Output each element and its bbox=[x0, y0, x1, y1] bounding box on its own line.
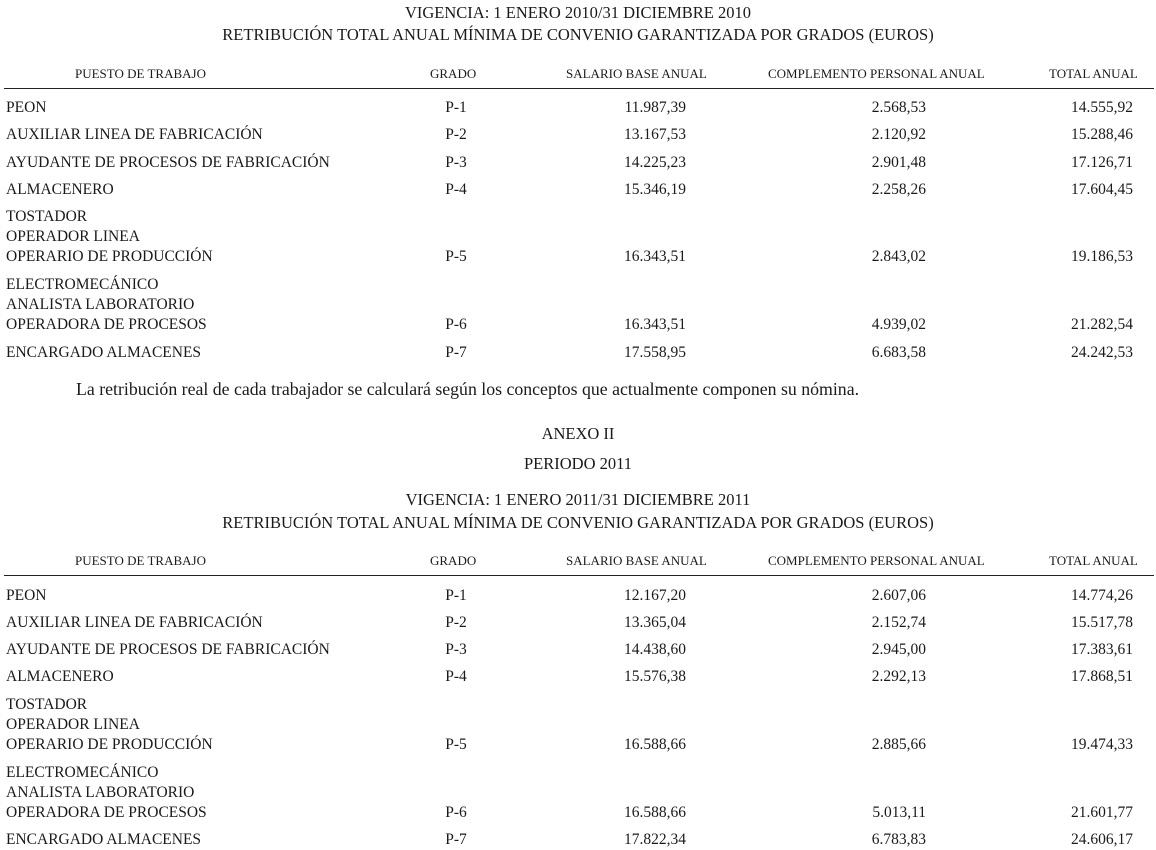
header-puesto: PUESTO DE TRABAJO bbox=[75, 66, 206, 81]
cell-comp: 2.885,66 bbox=[871, 736, 926, 753]
cell-puesto: ELECTROMECÁNICO ANALISTA LABORATORIO OPERADORA DE PROCESOS bbox=[6, 276, 207, 333]
table-title-2011: RETRIBUCIÓN TOTAL ANUAL MÍNIMA DE CONVENIO GARANTIZADA POR GRADOS (EUROS) bbox=[222, 513, 934, 532]
cell-puesto: AUXILIAR LINEA DE FABRICACIÓN bbox=[6, 126, 263, 143]
cell-total: 17.604,45 bbox=[1071, 181, 1133, 198]
cell-puesto: TOSTADOR OPERADOR LINEA OPERARIO DE PRODUCCIÓN bbox=[6, 208, 213, 265]
header-grado: GRADO bbox=[430, 66, 477, 81]
cell-grado: P-2 bbox=[445, 614, 467, 631]
cell-comp: 2.901,48 bbox=[871, 154, 926, 171]
cell-puesto: ALMACENERO bbox=[6, 668, 114, 685]
vigencia-2011: VIGENCIA: 1 ENERO 2011/31 DICIEMBRE 2011 bbox=[405, 490, 751, 509]
cell-grado: P-4 bbox=[445, 181, 467, 198]
header-base: SALARIO BASE ANUAL bbox=[566, 553, 707, 568]
cell-comp: 2.945,00 bbox=[871, 641, 926, 658]
cell-grado: P-7 bbox=[445, 344, 467, 361]
cell-total: 24.606,17 bbox=[1071, 831, 1133, 848]
cell-grado: P-6 bbox=[445, 316, 467, 333]
cell-comp: 6.783,83 bbox=[871, 831, 926, 848]
header-rule-2010 bbox=[4, 88, 1154, 89]
cell-base: 15.346,19 bbox=[624, 181, 686, 198]
cell-puesto: PEON bbox=[6, 587, 47, 604]
table-title-2010: RETRIBUCIÓN TOTAL ANUAL MÍNIMA DE CONVENIO GARANTIZADA POR GRADOS (EUROS) bbox=[222, 25, 934, 44]
table-header-2010 bbox=[0, 66, 1156, 86]
cell-total: 21.282,54 bbox=[1071, 316, 1133, 333]
cell-comp: 4.939,02 bbox=[871, 316, 926, 333]
header-puesto: PUESTO DE TRABAJO bbox=[75, 553, 206, 568]
cell-puesto: ALMACENERO bbox=[6, 181, 114, 198]
header-comp: COMPLEMENTO PERSONAL ANUAL bbox=[768, 553, 985, 568]
cell-base: 13.167,53 bbox=[624, 126, 686, 143]
cell-puesto: ELECTROMECÁNICO ANALISTA LABORATORIO OPERADORA DE PROCESOS bbox=[6, 764, 207, 821]
cell-comp: 2.843,02 bbox=[871, 248, 926, 265]
cell-total: 17.126,71 bbox=[1071, 154, 1133, 171]
cell-grado: P-4 bbox=[445, 668, 467, 685]
cell-total: 17.383,61 bbox=[1071, 641, 1133, 658]
cell-comp: 2.292,13 bbox=[871, 668, 926, 685]
cell-comp: 2.152,74 bbox=[871, 614, 926, 631]
cell-base: 11.987,39 bbox=[624, 99, 686, 116]
cell-base: 15.576,38 bbox=[624, 668, 686, 685]
anexo-heading: ANEXO II bbox=[541, 424, 615, 443]
cell-base: 13.365,04 bbox=[624, 614, 686, 631]
cell-comp: 6.683,58 bbox=[871, 344, 926, 361]
cell-grado: P-5 bbox=[445, 736, 467, 753]
cell-total: 14.774,26 bbox=[1071, 587, 1133, 604]
cell-comp: 2.258,26 bbox=[871, 181, 926, 198]
cell-total: 19.474,33 bbox=[1071, 736, 1133, 753]
cell-grado: P-3 bbox=[445, 154, 467, 171]
header-total: TOTAL ANUAL bbox=[1049, 553, 1138, 568]
cell-total: 15.517,78 bbox=[1071, 614, 1133, 631]
cell-comp: 2.607,06 bbox=[871, 587, 926, 604]
cell-puesto: AYUDANTE DE PROCESOS DE FABRICACIÓN bbox=[6, 154, 330, 171]
header-base: SALARIO BASE ANUAL bbox=[566, 66, 707, 81]
vigencia-2010: VIGENCIA: 1 ENERO 2010/31 DICIEMBRE 2010 bbox=[404, 3, 752, 22]
cell-total: 15.288,46 bbox=[1071, 126, 1133, 143]
cell-comp: 2.568,53 bbox=[871, 99, 926, 116]
cell-base: 16.343,51 bbox=[624, 316, 686, 333]
cell-puesto: AUXILIAR LINEA DE FABRICACIÓN bbox=[6, 614, 263, 631]
table-header-2011 bbox=[0, 553, 1156, 573]
cell-total: 17.868,51 bbox=[1071, 668, 1133, 685]
cell-grado: P-2 bbox=[445, 126, 467, 143]
cell-grado: P-6 bbox=[445, 804, 467, 821]
cell-puesto: PEON bbox=[6, 99, 47, 116]
header-grado: GRADO bbox=[430, 553, 477, 568]
cell-puesto: ENCARGADO ALMACENES bbox=[6, 344, 202, 361]
cell-puesto: AYUDANTE DE PROCESOS DE FABRICACIÓN bbox=[6, 641, 330, 658]
cell-base: 16.343,51 bbox=[624, 248, 686, 265]
cell-grado: P-3 bbox=[445, 641, 467, 658]
cell-base: 14.225,23 bbox=[624, 154, 686, 171]
cell-total: 21.601,77 bbox=[1071, 804, 1133, 821]
cell-comp: 5.013,11 bbox=[872, 804, 926, 821]
header-total: TOTAL ANUAL bbox=[1049, 66, 1138, 81]
cell-base: 17.822,34 bbox=[624, 831, 686, 848]
cell-base: 12.167,20 bbox=[624, 587, 686, 604]
cell-comp: 2.120,92 bbox=[871, 126, 926, 143]
cell-total: 14.555,92 bbox=[1071, 99, 1133, 116]
cell-grado: P-1 bbox=[445, 587, 467, 604]
periodo-heading: PERIODO 2011 bbox=[523, 454, 632, 473]
cell-base: 17.558,95 bbox=[624, 344, 686, 361]
header-comp: COMPLEMENTO PERSONAL ANUAL bbox=[768, 66, 985, 81]
cell-base: 14.438,60 bbox=[624, 641, 686, 658]
cell-base: 16.588,66 bbox=[624, 804, 686, 821]
cell-base: 16.588,66 bbox=[624, 736, 686, 753]
note-paragraph: La retribución real de cada trabajador se calculará según los conceptos que actualmente componen su nómina. bbox=[76, 379, 860, 399]
cell-puesto: ENCARGADO ALMACENES bbox=[6, 831, 202, 848]
cell-grado: P-5 bbox=[445, 248, 467, 265]
cell-puesto: TOSTADOR OPERADOR LINEA OPERARIO DE PRODUCCIÓN bbox=[6, 696, 213, 753]
cell-total: 24.242,53 bbox=[1071, 344, 1133, 361]
cell-grado: P-1 bbox=[445, 99, 467, 116]
header-rule-2011 bbox=[4, 575, 1154, 576]
cell-grado: P-7 bbox=[445, 831, 467, 848]
cell-total: 19.186,53 bbox=[1071, 248, 1133, 265]
